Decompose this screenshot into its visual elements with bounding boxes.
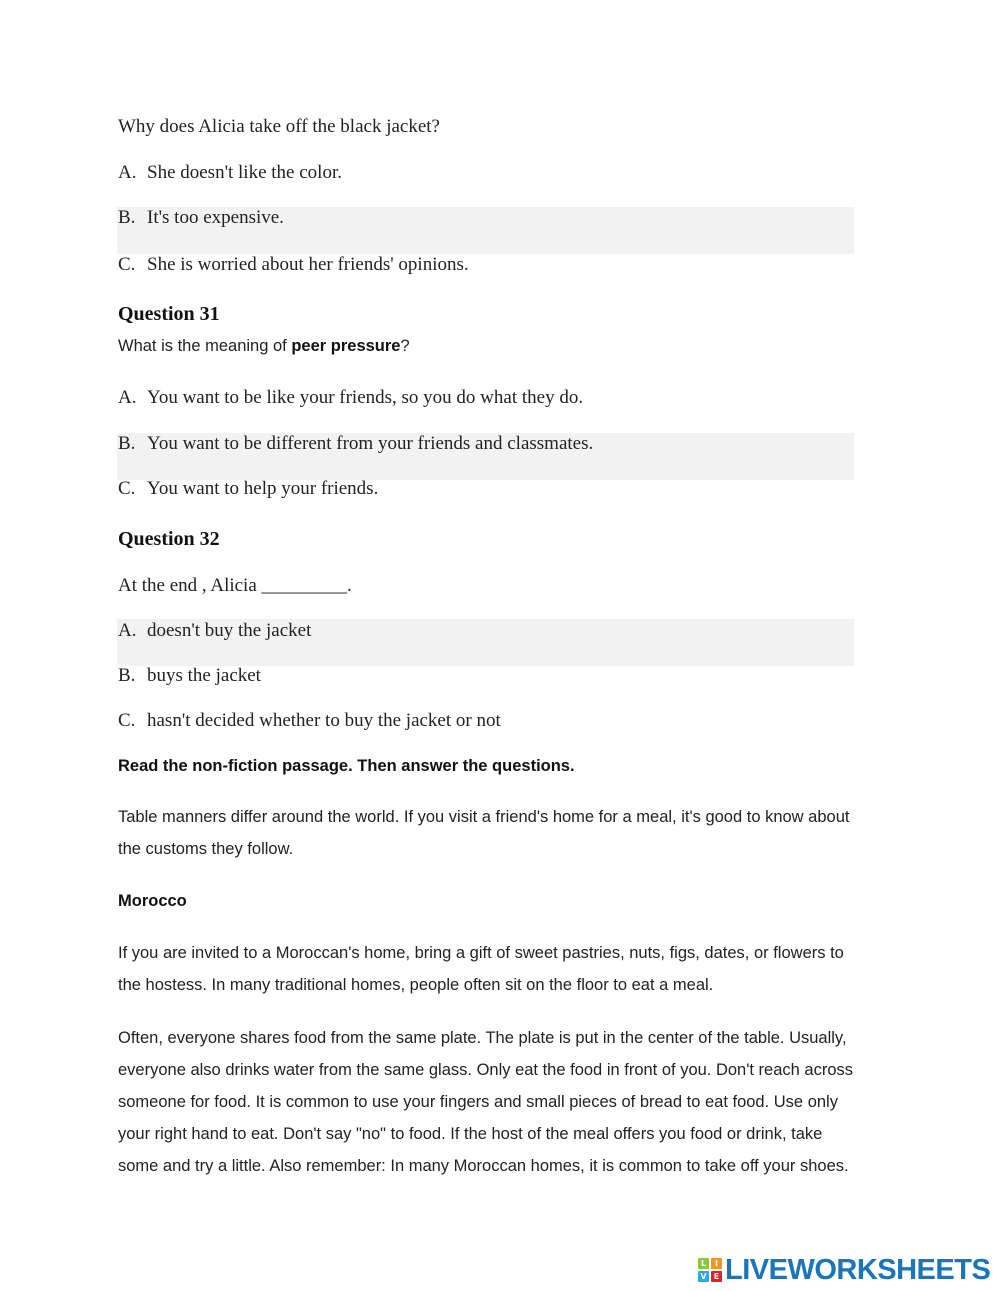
option-letter: A. bbox=[118, 162, 137, 183]
logo-letter: I bbox=[711, 1258, 722, 1269]
q32-prompt: At the end , Alicia _________. bbox=[118, 575, 352, 596]
q31-prompt bbox=[118, 337, 410, 356]
passage-section-title: Morocco bbox=[118, 892, 187, 910]
option-text: It's too expensive. bbox=[147, 207, 284, 228]
q31-option-c[interactable] bbox=[118, 478, 378, 500]
passage-instruction: Read the non-fiction passage. Then answer the questions. bbox=[118, 757, 575, 775]
option-letter: B. bbox=[118, 433, 136, 454]
option-letter: C. bbox=[118, 710, 136, 731]
q31-heading: Question 31 bbox=[118, 303, 220, 325]
option-text: She is worried about her friends' opinions. bbox=[147, 254, 469, 275]
option-text: hasn't decided whether to buy the jacket or not bbox=[147, 710, 501, 731]
option-text: You want to be different from your friends and classmates. bbox=[147, 433, 594, 454]
passage-intro: Table manners differ around the world. If you visit a friend's home for a meal, it's good to know about the customs they follow. bbox=[118, 808, 850, 858]
brand-name: LIVEWORKSHEETS bbox=[725, 1253, 991, 1286]
liveworksheets-logo bbox=[698, 1254, 990, 1286]
option-letter: C. bbox=[118, 478, 136, 499]
option-text: You want to help your friends. bbox=[147, 478, 379, 499]
option-text: You want to be like your friends, so you do what they do. bbox=[147, 387, 584, 408]
option-letter: C. bbox=[118, 254, 136, 275]
q30-option-c[interactable] bbox=[118, 254, 469, 276]
q31-prompt-before: What is the meaning of bbox=[118, 337, 292, 355]
option-text: She doesn't like the color. bbox=[147, 162, 342, 183]
q31-option-a[interactable] bbox=[118, 387, 583, 409]
passage-paragraph-1: If you are invited to a Moroccan's home, bring a gift of sweet pastries, nuts, figs, dates, or flowers to the hostess. In many traditional homes, people often sit on the floor to eat a meal. bbox=[118, 944, 844, 994]
q31-option-b[interactable] bbox=[118, 433, 593, 455]
logo-icon bbox=[698, 1258, 722, 1282]
logo-letter: E bbox=[711, 1271, 722, 1282]
logo-letter: L bbox=[698, 1258, 709, 1269]
q30-option-b[interactable] bbox=[118, 207, 284, 229]
option-letter: A. bbox=[118, 620, 137, 641]
q32-option-a[interactable] bbox=[118, 620, 311, 642]
option-letter: B. bbox=[118, 207, 136, 228]
q31-prompt-term: peer pressure bbox=[291, 337, 401, 355]
option-text: buys the jacket bbox=[147, 665, 261, 686]
q30-prompt: Why does Alicia take off the black jacket? bbox=[118, 116, 440, 137]
q32-option-c[interactable] bbox=[118, 710, 501, 732]
q32-heading: Question 32 bbox=[118, 528, 220, 550]
q32-option-b[interactable] bbox=[118, 665, 261, 687]
q31-prompt-after: ? bbox=[400, 337, 410, 355]
option-text: doesn't buy the jacket bbox=[147, 620, 312, 641]
logo-letter: V bbox=[698, 1271, 709, 1282]
option-letter: A. bbox=[118, 387, 137, 408]
option-letter: B. bbox=[118, 665, 136, 686]
q30-option-a[interactable] bbox=[118, 162, 342, 184]
passage-paragraph-2: Often, everyone shares food from the same plate. The plate is put in the center of the table. Usually, everyone also drinks water from the same glass. Only eat the food in front of you. Don't reach across someone for food. It is common to use your fingers and small pieces of bread to eat food. Use only your right hand to eat. Don't say "no" to food. If the host of the meal offers you food or drink, take some and try a little. Also remember: In many Moroccan homes, it is common to take off your shoes. bbox=[118, 1029, 854, 1175]
